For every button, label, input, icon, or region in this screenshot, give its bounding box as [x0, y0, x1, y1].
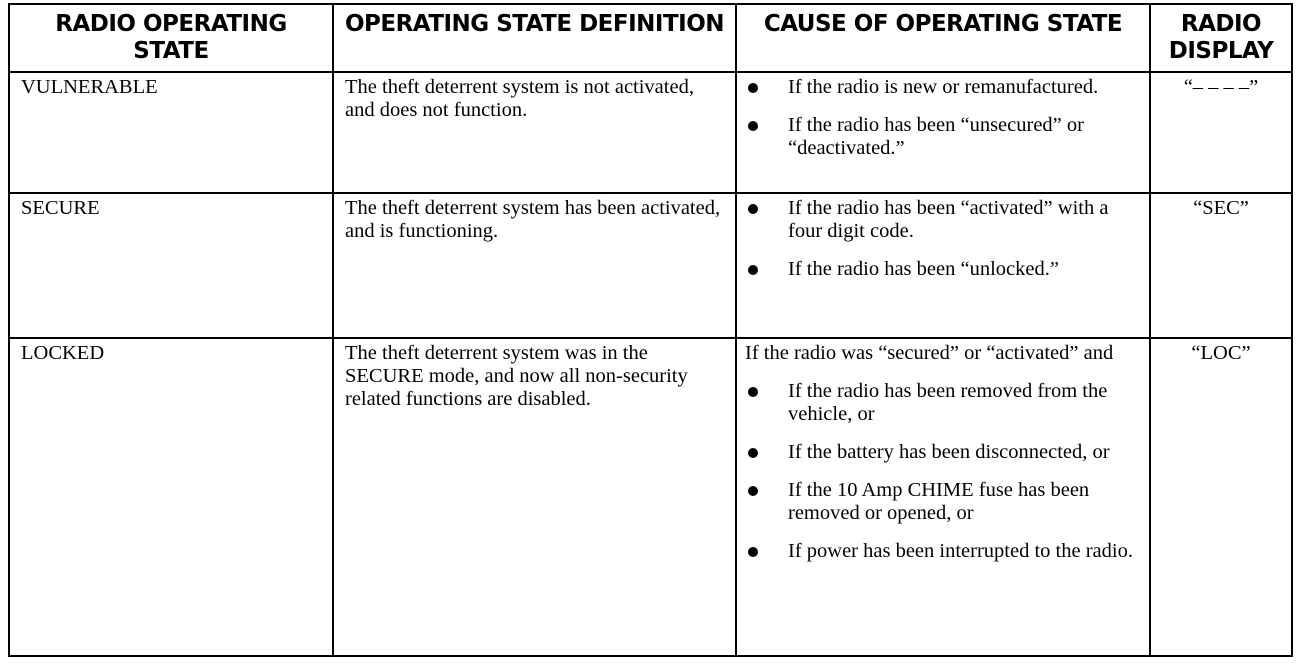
header-radio-operating-state: RADIO OPERATING STATE	[9, 4, 333, 72]
cause-cell	[736, 338, 1150, 656]
table-row-vulnerable	[9, 72, 1292, 193]
header-cause-of-operating-state: CAUSE OF OPERATING STATE	[736, 4, 1150, 72]
cause-list	[745, 380, 1141, 563]
state-cell: SECURE	[9, 193, 333, 338]
display-cell: “SEC”	[1150, 193, 1292, 338]
cause-intro: If the radio was “secured” or “activated” and	[745, 342, 1114, 364]
cause-item	[745, 380, 1141, 426]
cause-item	[745, 258, 1141, 281]
bullet-icon	[748, 204, 758, 214]
state-cell: LOCKED	[9, 338, 333, 656]
header-row	[9, 4, 1292, 72]
cause-text: If power has been interrupted to the radio.	[788, 540, 1133, 562]
table-row-locked	[9, 338, 1292, 656]
bullet-icon	[748, 486, 758, 496]
cause-item	[745, 441, 1141, 464]
definition-cell: The theft deterrent system was in the SECURE mode, and now all non-security related functions are disabled.	[333, 338, 736, 656]
cause-cell	[736, 72, 1150, 193]
cause-item	[745, 76, 1141, 99]
bullet-icon	[748, 121, 758, 131]
bullet-icon	[748, 448, 758, 458]
cause-text: If the radio is new or remanufactured.	[788, 76, 1099, 98]
cause-text: If the radio has been removed from the vehicle, or	[788, 380, 1108, 425]
bullet-icon	[748, 83, 758, 93]
cause-text: If the radio has been “unsecured” or “deactivated.”	[788, 114, 1084, 159]
display-cell: “LOC”	[1150, 338, 1292, 656]
cause-list	[745, 76, 1141, 160]
display-cell: “– – – –”	[1150, 72, 1292, 193]
state-cell: VULNERABLE	[9, 72, 333, 193]
cause-item	[745, 197, 1141, 243]
bullet-icon	[748, 265, 758, 275]
definition-cell: The theft deterrent system is not activated, and does not function.	[333, 72, 736, 193]
table-body	[9, 72, 1292, 656]
header-operating-state-definition: OPERATING STATE DEFINITION	[333, 4, 736, 72]
definition-cell: The theft deterrent system has been activated, and is functioning.	[333, 193, 736, 338]
cause-text: If the 10 Amp CHIME fuse has been removed or opened, or	[788, 479, 1090, 524]
header-radio-display: RADIO DISPLAY	[1150, 4, 1292, 72]
table-header	[9, 4, 1292, 72]
cause-cell	[736, 193, 1150, 338]
bullet-icon	[748, 547, 758, 557]
cause-text: If the radio has been “activated” with a four digit code.	[788, 197, 1109, 242]
cause-item	[745, 114, 1141, 160]
cause-list	[745, 197, 1141, 281]
radio-operating-state-table	[8, 3, 1293, 657]
cause-text: If the radio has been “unlocked.”	[788, 258, 1059, 280]
cause-item	[745, 479, 1141, 525]
cause-text: If the battery has been disconnected, or	[788, 441, 1110, 463]
bullet-icon	[748, 387, 758, 397]
cause-item	[745, 540, 1141, 563]
table-row-secure	[9, 193, 1292, 338]
